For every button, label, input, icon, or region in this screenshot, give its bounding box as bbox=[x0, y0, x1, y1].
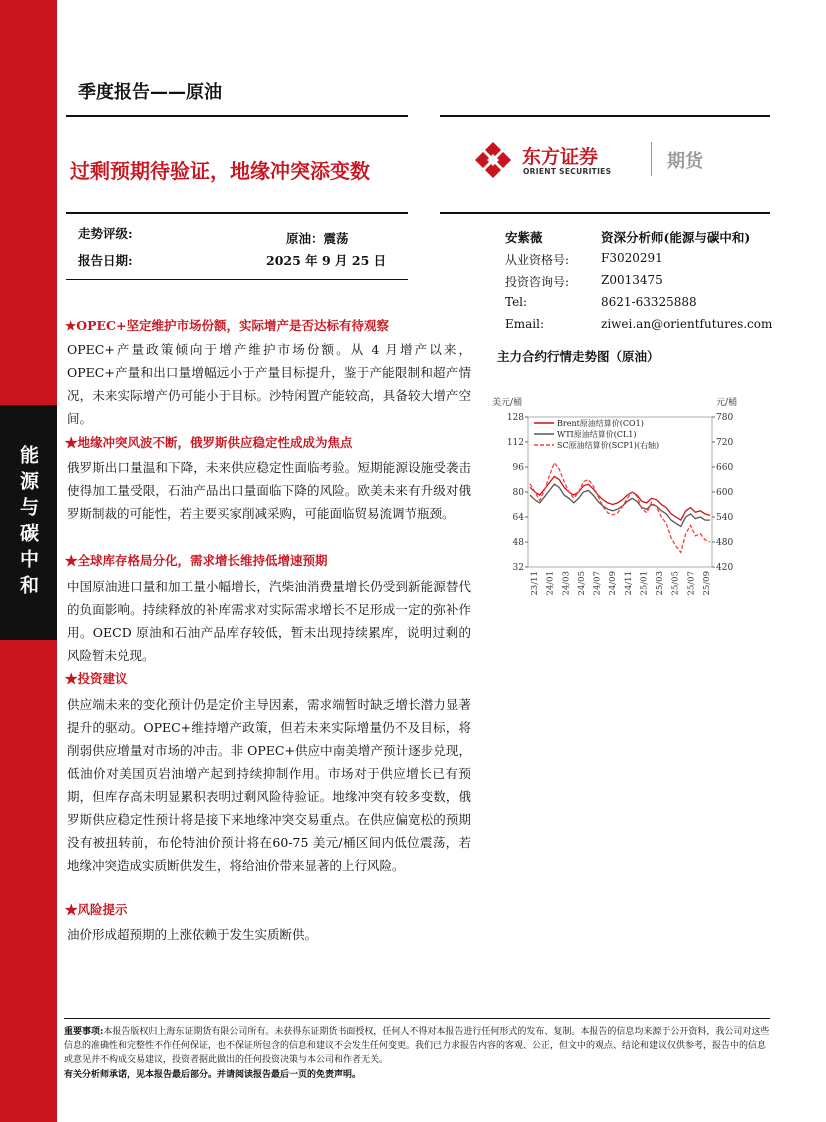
disclaimer-label: 重要事项: bbox=[64, 1027, 104, 1037]
x-tick-label: 24/11 bbox=[623, 571, 634, 596]
chart-title: 主力合约行情走势图（原油） bbox=[497, 349, 660, 364]
y-tick-right: 480 bbox=[716, 538, 734, 548]
section-body: OPEC+产量政策倾向于增产维护市场份额。从 4 月增产以来，OPEC+产量和出口量增幅远小于产量目标提升，鉴于产能限制和超产情况，未来实际增产仍可能小于目标。沙特闲置产能较高，具备较大增产空间。 bbox=[67, 342, 471, 426]
report-type: 季度报告——原油 bbox=[78, 82, 222, 103]
logo-mark-icon bbox=[470, 140, 516, 180]
disclaimer-footer: 有关分析师承诺，见本报告最后部分。并请阅读报告最后一页的免责声明。 bbox=[64, 1070, 362, 1080]
price-chart-svg bbox=[490, 392, 780, 612]
legend-entry: SC原油结算价(SCP1)(右轴) bbox=[557, 441, 660, 450]
disclaimer bbox=[64, 1025, 774, 1067]
meta-rule-left bbox=[66, 212, 408, 214]
meta-rule-right bbox=[440, 212, 770, 214]
price-chart bbox=[490, 392, 780, 612]
y-tick-left: 112 bbox=[506, 438, 524, 448]
disclaimer-text: 本报告版权归上海东证期货有限公司所有。未获得东证期货书面授权，任何人不得对本报告进行任何形式的发布、复制。本报告的信息均来源于公开资料，我公司对这些信息的准确性和完整性不作任何保证，也不保证所包含的信息和建议不会发生任何变更。我们已力求报告内容的客观、公正，但文中的观点、结论和建议仅供参考，报告中的信息或意见并不构成交易建议，投资者据此做出的任何投资决策与本公司和作者无关。 bbox=[64, 1027, 770, 1065]
logo-cn-text: 东方证券 bbox=[522, 146, 599, 168]
section-title: ★OPEC+坚定维护市场份额，实际增产是否达标有待观察 bbox=[65, 318, 389, 333]
y-tick-right: 660 bbox=[716, 463, 734, 473]
y-tick-right: 600 bbox=[716, 488, 734, 498]
section-body: 油价形成超预期的上涨依赖于发生实质断供。 bbox=[67, 927, 318, 942]
analyst-label-consult: 投资咨询号: bbox=[505, 275, 570, 289]
date-label: 报告日期: bbox=[78, 253, 133, 268]
y-tick-left: 96 bbox=[512, 463, 524, 473]
header-rule-left bbox=[66, 115, 408, 117]
y-tick-left: 80 bbox=[512, 488, 524, 498]
company-logo bbox=[470, 140, 730, 180]
analyst-value-consult: Z0013475 bbox=[601, 273, 663, 287]
x-tick-label: 24/07 bbox=[592, 571, 603, 596]
x-tick-label: 24/05 bbox=[576, 571, 587, 596]
section-body: 俄罗斯出口量温和下降，未来供应稳定性面临考验。短期能源设施受袭击使得加工量受限，石油产品出口量面临下降的风险。欧美未来有升级对俄罗斯制裁的可能性，若主要买家削减采购，可能面临贸易流调节瓶颈。 bbox=[67, 460, 471, 521]
y-axis-label-right: 元/桶 bbox=[716, 398, 738, 408]
legend-entry: WTI原油结算价(CL1) bbox=[557, 430, 637, 439]
rating-label: 走势评级: bbox=[78, 226, 133, 241]
disclaimer-rule bbox=[64, 1018, 770, 1019]
x-tick-label: 25/01 bbox=[639, 571, 650, 596]
legend-entry: Brent原油结算价(CO1) bbox=[557, 419, 644, 428]
y-tick-right: 720 bbox=[716, 438, 734, 448]
logo-suffix-text: 期货 bbox=[667, 151, 703, 172]
x-tick-label: 25/03 bbox=[655, 571, 666, 596]
report-headline: 过剩预期待验证，地缘冲突添变数 bbox=[70, 159, 370, 183]
meta-bottom-rule bbox=[66, 279, 408, 280]
section-title: ★全球库存格局分化，需求增长维持低增速预期 bbox=[65, 553, 328, 568]
sidebar-accent-bottom bbox=[0, 640, 57, 1122]
y-tick-left: 32 bbox=[512, 563, 524, 573]
analyst-value-email: ziwei.an@orientfutures.com bbox=[601, 317, 773, 331]
analyst-title: 资深分析师(能源与碳中和) bbox=[601, 230, 751, 245]
analyst-label-license: 从业资格号: bbox=[505, 253, 570, 267]
logo-divider bbox=[651, 142, 652, 176]
section-title: ★地缘冲突风波不断，俄罗斯供应稳定性成成为焦点 bbox=[65, 435, 353, 450]
rating-value: 原油：震荡 bbox=[286, 231, 349, 246]
x-tick-label: 24/03 bbox=[561, 571, 572, 596]
x-tick-label: 24/01 bbox=[545, 571, 556, 596]
analyst-name: 安紫薇 bbox=[505, 230, 543, 245]
analyst-label-tel: Tel: bbox=[505, 295, 528, 309]
x-tick-label: 25/05 bbox=[670, 571, 681, 596]
analyst-value-tel: 8621-63325888 bbox=[601, 295, 697, 309]
section-body: 供应端未来的变化预计仍是定价主导因素，需求端暂时缺乏增长潜力显著提升的驱动。OPEC+维持增产政策，但若未来实际增量仍不及目标，将削弱供应增量对市场的冲击。非 OPEC+供应中南美增产预计逐步兑现，低油价对美国页岩油增产起到持续抑制作用。市场对于供应增长已有预期，但库存高未明显累积表明过剩风险待验证。地缘冲突有较多变数，俄罗斯供应稳定性预计将是接下来地缘冲突交易重点。在供应偏宽松的预期没有被扭转前，布伦特油价预计将在60-75 美元/桶区间内低位震荡，若地缘冲突造成实质断供发生，将给油价带来显著的上行风险。 bbox=[67, 697, 471, 873]
y-tick-right: 540 bbox=[716, 513, 734, 523]
sidebar-accent-top bbox=[0, 0, 57, 405]
x-tick-label: 25/07 bbox=[686, 571, 697, 596]
y-tick-left: 64 bbox=[512, 513, 524, 523]
plot-area bbox=[528, 417, 712, 567]
x-tick-label: 24/09 bbox=[608, 571, 619, 596]
y-tick-right: 420 bbox=[716, 563, 734, 573]
section-title: ★投资建议 bbox=[65, 671, 128, 686]
y-tick-left: 48 bbox=[512, 538, 524, 548]
x-tick-label: 25/09 bbox=[702, 571, 712, 596]
analyst-value-license: F3020291 bbox=[601, 251, 663, 265]
analyst-label-email: Email: bbox=[505, 317, 545, 331]
sidebar-category-label: 能源与碳中和 bbox=[0, 405, 57, 640]
y-tick-right: 780 bbox=[716, 413, 734, 423]
date-value: 2025 年 9 月 25 日 bbox=[266, 253, 387, 268]
x-tick-label: 23/11 bbox=[530, 571, 540, 596]
header-rule-right bbox=[440, 115, 770, 117]
section-title: ★风险提示 bbox=[65, 902, 128, 917]
y-tick-left: 128 bbox=[506, 413, 524, 423]
section-body: 中国原油进口量和加工量小幅增长，汽柴油消费量增长仍受到新能源替代的负面影响。持续释放的补库需求对实际需求增长不足形成一定的弥补作用。OECD 原油和石油产品库存较低，暂未出现持续累库，说明过剩的风险暂未兑现。 bbox=[67, 579, 471, 663]
y-axis-label-left: 美元/桶 bbox=[492, 398, 523, 408]
logo-en-text: ORIENT SECURITIES bbox=[523, 167, 612, 176]
